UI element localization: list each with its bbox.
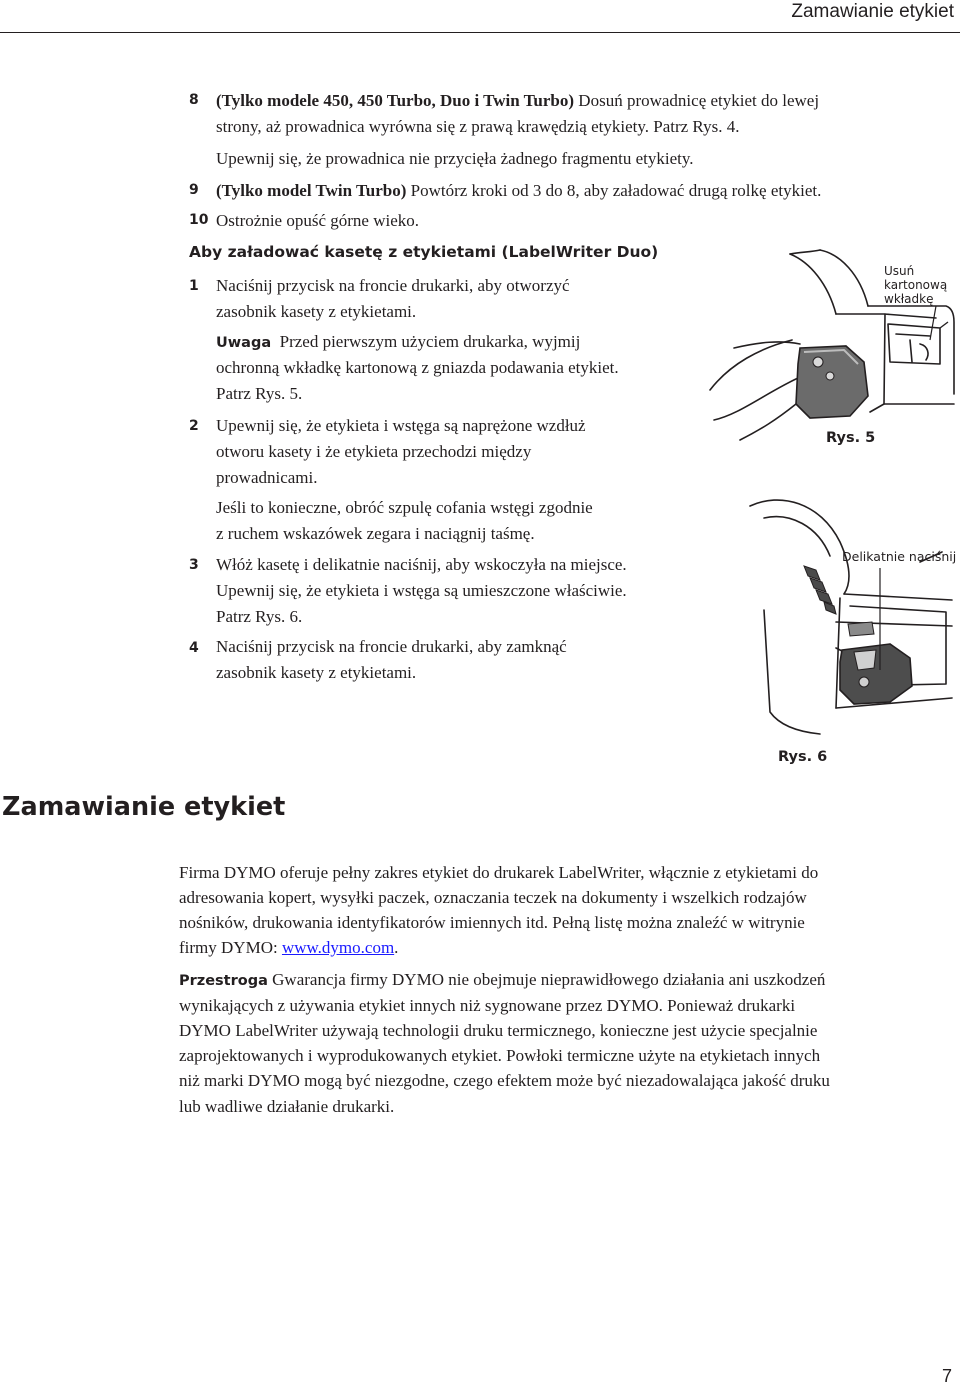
note-line-1 [216, 329, 580, 356]
caution-line-6: lub wadliwe działanie drukarki. [179, 1097, 395, 1116]
cassette-step-2-line-3: prowadnicami. [216, 468, 318, 487]
cassette-step-2-line-5: z ruchem wskazówek zegara i naciągnij taśmę. [216, 524, 535, 543]
caution-line-1 [179, 967, 825, 994]
note-line-1-text: Przed pierwszym użyciem drukarka, wyjmij [279, 332, 581, 351]
cassette-step-4-line-2: zasobnik kasety z etykietami. [216, 663, 417, 682]
step-number-8: 8 [189, 92, 199, 108]
figure-5-illustration [700, 244, 960, 444]
step-8-line-3: Upewnij się, że prowadnica nie przycięła żadnego fragmentu etykiety. [216, 149, 694, 168]
cassette-step-number-2: 2 [189, 418, 199, 434]
step-9-text [216, 178, 821, 203]
step-number-10: 10 [189, 212, 209, 228]
caution-line-3: DYMO LabelWriter używają technologii druku termicznego, konieczne jest użycie specjalnie [179, 1021, 818, 1040]
step-8-line-1 [216, 88, 819, 113]
fig5-callout-leader [920, 304, 950, 344]
caution-line-2: wynikających z używania etykiet innych niż sygnowane przez DYMO. Ponieważ drukarki [179, 996, 796, 1015]
dymo-website-link[interactable]: www.dymo.com [281, 938, 395, 957]
caution-label: Przestroga [179, 973, 268, 989]
cassette-step-3-line-1: Włóż kasetę i delikatnie naciśnij, aby wskoczyła na miejsce. [216, 555, 627, 574]
cassette-step-1-line-1: Naciśnij przycisk na froncie drukarki, aby otworzyć [216, 276, 570, 295]
cassette-step-2-line-4: Jeśli to konieczne, obróć szpulę cofania wstęgi zgodnie [216, 498, 593, 517]
fig5-callout-line-3: wkładkę [884, 292, 934, 306]
step-9-rest: Powtórz kroki od 3 do 8, aby załadować drugą rolkę etykiet. [406, 181, 822, 200]
ordering-para1-line-2: adresowania kopert, wysyłki paczek, oznaczania teczek na dokumenty i wszelkich rodzajów [179, 888, 807, 907]
ordering-para1-line-4-suffix: . [394, 938, 399, 957]
cassette-step-2-line-2: otworu kasety i że etykieta przechodzi między [216, 442, 532, 461]
fig5-callout-line-1: Usuń [884, 264, 915, 278]
ordering-para1-line-4-prefix: firmy DYMO: [179, 938, 282, 957]
note-line-3: Patrz Rys. 5. [216, 384, 303, 403]
page-header-title: Zamawianie etykiet [791, 1, 954, 22]
step-10-text: Ostrożnie opuść górne wieko. [216, 211, 420, 230]
caution-line-5: niż marki DYMO mogą być niezgodne, czego efektem może być niezadowalająca jakość druku [179, 1071, 830, 1090]
figure-6-caption: Rys. 6 [778, 749, 828, 765]
step-number-9: 9 [189, 182, 199, 198]
header-divider [0, 32, 960, 33]
fig6-callout: Delikatnie naciśnij [842, 549, 957, 564]
cassette-step-3-line-3: Patrz Rys. 6. [216, 607, 303, 626]
note-label: Uwaga [216, 335, 272, 351]
step-8-line-2: strony, aż prowadnica wyrówna się z prawą krawędzią etykiety. Patrz Rys. 4. [216, 117, 740, 136]
figure-6-illustration [740, 472, 956, 746]
figure-5-caption: Rys. 5 [826, 430, 876, 446]
step-8-line-1-rest: Dosuń prowadnicę etykiet do lewej [574, 91, 820, 110]
fig6-callout-leader [870, 566, 890, 676]
fig5-callout-line-2: kartonową [884, 278, 948, 292]
cassette-step-number-4: 4 [189, 640, 199, 656]
page-number: 7 [941, 1366, 952, 1386]
cassette-step-2-line-1: Upewnij się, że etykieta i wstęga są naprężone wzdłuż [216, 416, 586, 435]
caution-line-1-text: Gwarancja firmy DYMO nie obejmuje nieprawidłowego działania ani uszkodzeń [272, 970, 826, 989]
cassette-step-4-line-1: Naciśnij przycisk na froncie drukarki, aby zamknąć [216, 637, 567, 656]
step-8-bold-prefix: (Tylko modele 450, 450 Turbo, Duo i Twin Turbo) [216, 91, 575, 110]
cassette-heading: Aby załadować kasetę z etykietami (LabelWriter Duo) [189, 243, 659, 261]
cassette-step-1-line-2: zasobnik kasety z etykietami. [216, 302, 417, 321]
caution-line-4: zaprojektowanych i wyprodukowanych etykiet. Powłoki termiczne użyte na etykietach innych [179, 1046, 821, 1065]
ordering-para1-line-4 [179, 935, 398, 960]
note-line-2: ochronną wkładkę kartonową z gniazda podawania etykiet. [216, 358, 619, 377]
ordering-para1-line-3: nośników, drukowania identyfikatorów imiennych itd. Pełną listę można znaleźć w witrynie [179, 913, 805, 932]
ordering-para1-line-1: Firma DYMO oferuje pełny zakres etykiet do drukarek LabelWriter, włącznie z etykietami do [179, 863, 819, 882]
cassette-step-number-3: 3 [189, 557, 199, 573]
cassette-step-number-1: 1 [189, 278, 199, 294]
cassette-step-3-line-2: Upewnij się, że etykieta i wstęga są umieszczone właściwie. [216, 581, 627, 600]
step-9-bold-prefix: (Tylko model Twin Turbo) [216, 181, 407, 200]
ordering-section-heading: Zamawianie etykiet [2, 792, 286, 822]
